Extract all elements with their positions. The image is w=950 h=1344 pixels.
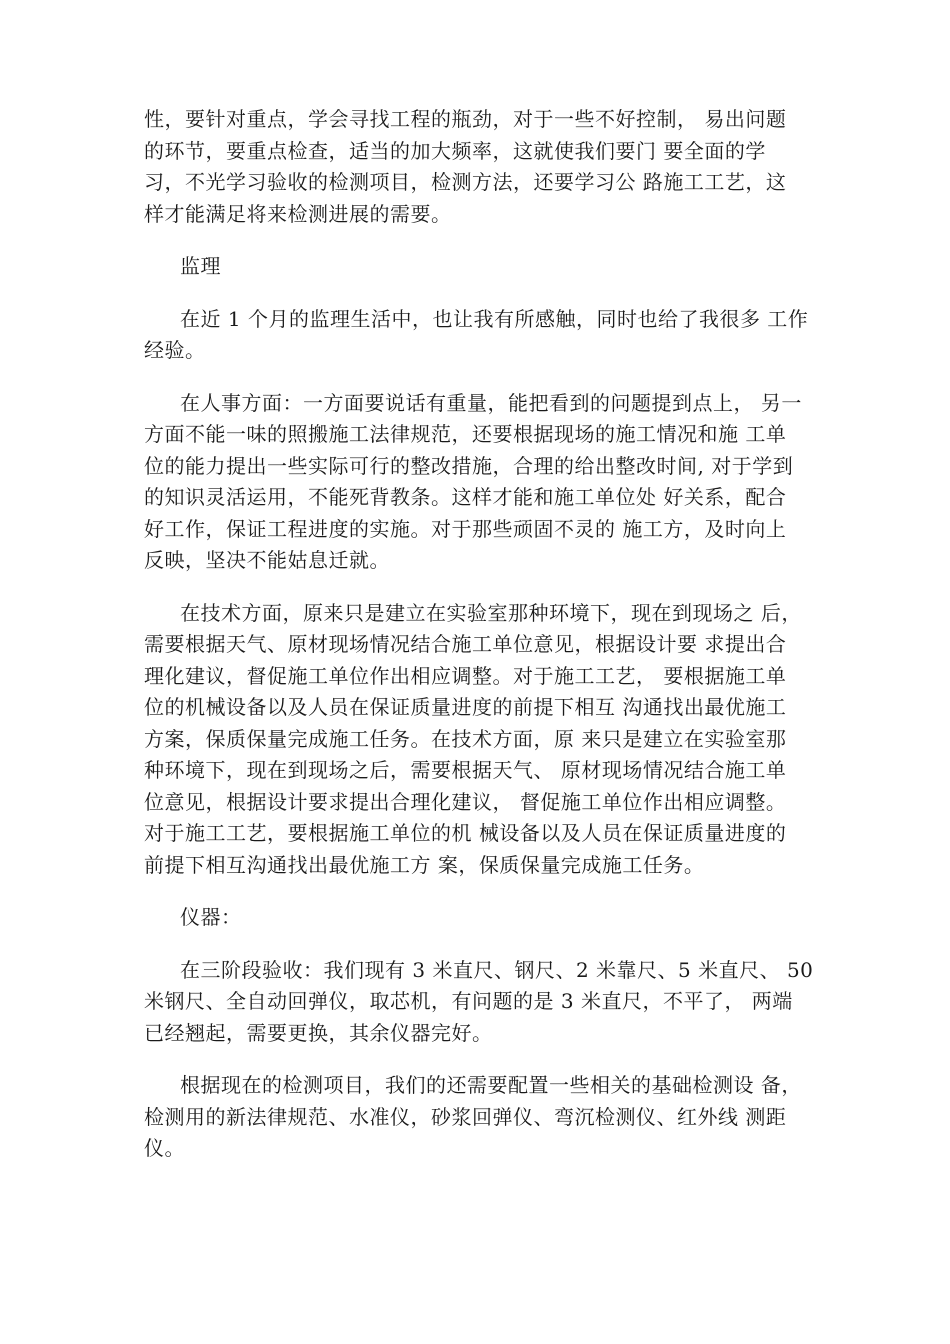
text-line: 理化建议，督促施工单位作出相应调整。对于施工工艺， 要根据施工单 [144,663,787,688]
text-line: 在近 1 个月的监理生活中，也让我有所感触，同时也给了我很多 工作 [180,306,809,331]
text-line: 仪。 [144,1136,185,1160]
section-heading-supervision: 监理 [180,254,221,278]
text-line: 的环节，要重点检查，适当的加大频率，这就使我们要门 要全面的学 [144,138,766,163]
text-line: 方面不能一味的照搬施工法律规范，还要根据现场的施工情况和施 工单 [144,422,787,446]
text-line: 方案，保质保量完成施工任务。在技术方面，原 来只是建立在实验室那 [144,726,787,751]
paragraph-equipment-needs [144,1070,834,1165]
text-line: 在技术方面，原来只是建立在实验室那种环境下，现在到现场之 后， [180,600,802,625]
text-line: 检测用的新法律规范、水准仪，砂浆回弹仪、弯沉检测仪、红外线 测距 [144,1104,787,1129]
text-line: 经验。 [144,338,206,362]
text-line: 的知识灵活运用，不能死背教条。这样才能和施工单位处 好关系，配合 [144,485,787,509]
paragraph-supervision-experience [144,304,834,367]
text-line: 米钢尺、全自动回弹仪，取芯机，有问题的是 3 米直尺，不平了， 两端 [144,989,793,1013]
text-line: 位的能力提出一些实际可行的整改措施，合理的给出整改时间, 对于学到 [144,453,794,478]
text-line: 位的机械设备以及人员在保证质量进度的前提下相互 沟通找出最优施工 [144,695,787,719]
paragraph-technical [144,598,834,882]
text-line: 性，要针对重点，学会寻找工程的瓶劲，对于一些不好控制， 易出问题 [144,107,787,131]
text-line: 反映，坚决不能姑息迁就。 [144,548,390,572]
text-line: 已经翘起，需要更换，其余仪器完好。 [144,1020,493,1045]
text-line: 好工作，保证工程进度的实施。对于那些顽固不灵的 施工方，及时向上 [144,516,787,541]
text-line: 位意见，根据设计要求提出合理化建议， 督促施工单位作出相应调整。 [144,789,787,814]
paragraph-inspection-focus [144,104,834,230]
text-line: 根据现在的检测项目，我们的还需要配置一些相关的基础检测设 备， [180,1073,802,1097]
paragraph-phase-three-acceptance [144,955,834,1050]
paragraph-personnel [144,388,834,577]
text-line: 种环境下，现在到现场之后，需要根据天气、 原材现场情况结合施工单 [144,758,787,782]
text-line: 习，不光学习验收的检测项目，检测方法，还要学习公 路施工工艺，这 [144,170,787,194]
text-line: 在人事方面：一方面要说话有重量，能把看到的问题提到点上， 另一 [180,390,802,415]
text-line: 需要根据天气、原材现场情况结合施工单位意见，根据设计要 求提出合 [144,632,787,656]
text-line: 前提下相互沟通找出最优施工方 案，保质保量完成施工任务。 [144,852,705,877]
document-body [144,104,834,1186]
section-heading-instruments: 仪器： [180,905,242,929]
text-line: 样才能满足将来检测进展的需要。 [144,201,452,226]
text-line: 在三阶段验收：我们现有 3 米直尺、钢尺、2 米靠尺、5 米直尺、 50 [180,957,814,982]
text-line: 对于施工工艺，要根据施工单位的机 械设备以及人员在保证质量进度的 [144,821,787,845]
